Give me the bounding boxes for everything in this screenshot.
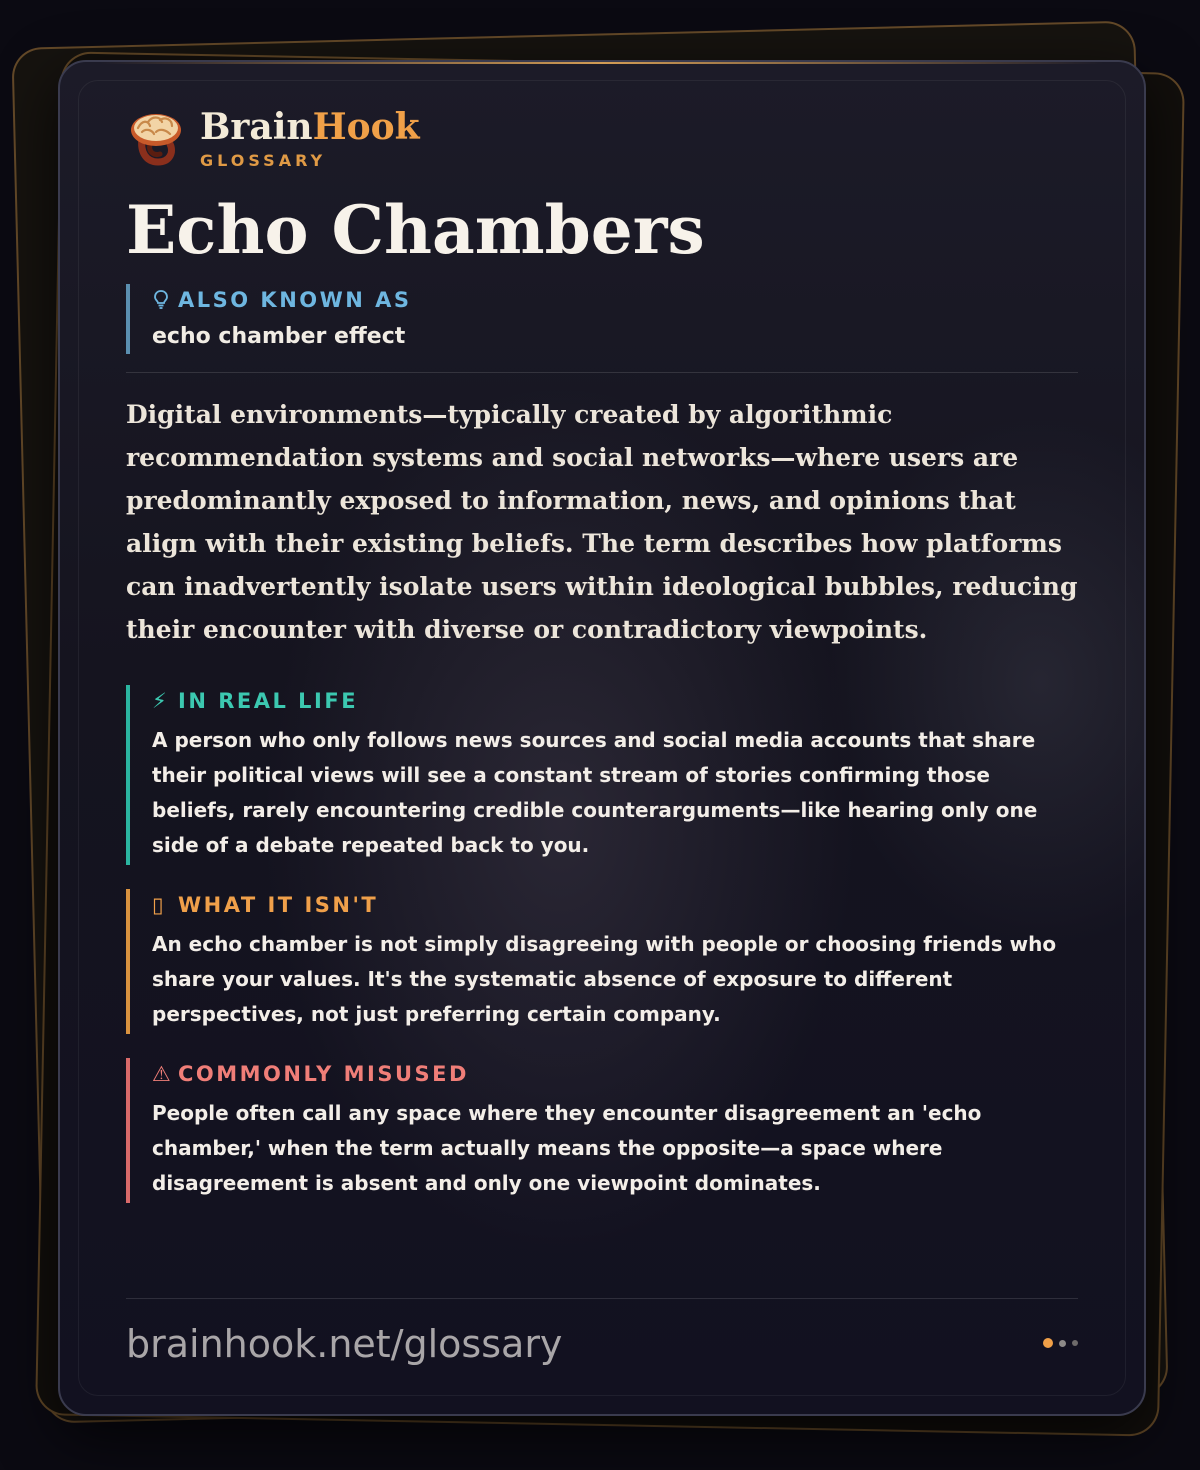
in-real-life-label: IN REAL LIFE — [178, 689, 359, 713]
commonly-misused-heading — [152, 1060, 1078, 1088]
commonly-misused-section — [126, 1058, 1078, 1203]
in-real-life-section — [126, 685, 1078, 865]
brand-header — [126, 102, 1078, 174]
what-it-isnt-heading — [152, 891, 1078, 919]
lightbulb-icon — [152, 289, 170, 309]
in-real-life-body: A person who only follows news sources and social media accounts that share their political views will see a constant stream of stories confirming those beliefs, rarely encountering credible counterarguments—like hearing only one side of a debate repeated back to you. — [152, 728, 1038, 857]
what-it-isnt-section — [126, 889, 1078, 1034]
missing-glyph-icon: ▯ — [152, 893, 167, 917]
lightning-icon: ⚡ — [152, 689, 170, 713]
commonly-misused-body: People often call any space where they encounter disagreement an 'echo chamber,' when the term actually means the opposite—a space where disagreement is absent and only one viewpoint dominates. — [152, 1101, 982, 1195]
footer-url-link[interactable]: brainhook.net/glossary — [126, 1322, 563, 1366]
pagination-dot[interactable] — [1059, 1340, 1066, 1347]
warning-icon: ⚠ — [152, 1062, 174, 1086]
also-known-as-value: echo chamber effect — [152, 324, 406, 349]
glossary-card — [58, 60, 1146, 1416]
pagination-dots — [1037, 1338, 1078, 1348]
term-title: Echo Chambers — [126, 191, 705, 269]
brand-name — [200, 107, 420, 147]
brand-subtitle: GLOSSARY — [200, 150, 327, 170]
footer-divider — [126, 1298, 1078, 1299]
pagination-dot-active[interactable] — [1043, 1338, 1053, 1348]
also-known-as-heading — [152, 288, 1078, 312]
what-it-isnt-body: An echo chamber is not simply disagreeing with people or choosing friends who share your values. It's the systematic absence of exposure to different perspectives, not just preferring certain company. — [152, 932, 1057, 1026]
what-it-isnt-label: WHAT IT ISN'T — [178, 893, 379, 917]
pagination-dot[interactable] — [1072, 1340, 1078, 1346]
brand-name-part2: Hook — [312, 105, 420, 148]
commonly-misused-label: COMMONLY MISUSED — [178, 1062, 469, 1086]
also-known-as-label: ALSO KNOWN AS — [178, 288, 412, 312]
in-real-life-heading — [152, 687, 1078, 715]
brand-name-part1: Brain — [200, 105, 313, 148]
section-divider — [126, 372, 1078, 373]
brain-hook-icon — [126, 108, 186, 168]
also-known-as-block — [126, 284, 1078, 354]
term-definition: Digital environments—typically created by algorithmic recommendation systems and social networks—where users are predominantly exposed to information, news, and opinions that align with their existing beliefs. The term describes how platforms can inadvertently isolate users within ideological bubbles, reducing their encounter with diverse or contradictory viewpoints. — [126, 400, 1078, 644]
card-content — [126, 102, 1078, 1203]
